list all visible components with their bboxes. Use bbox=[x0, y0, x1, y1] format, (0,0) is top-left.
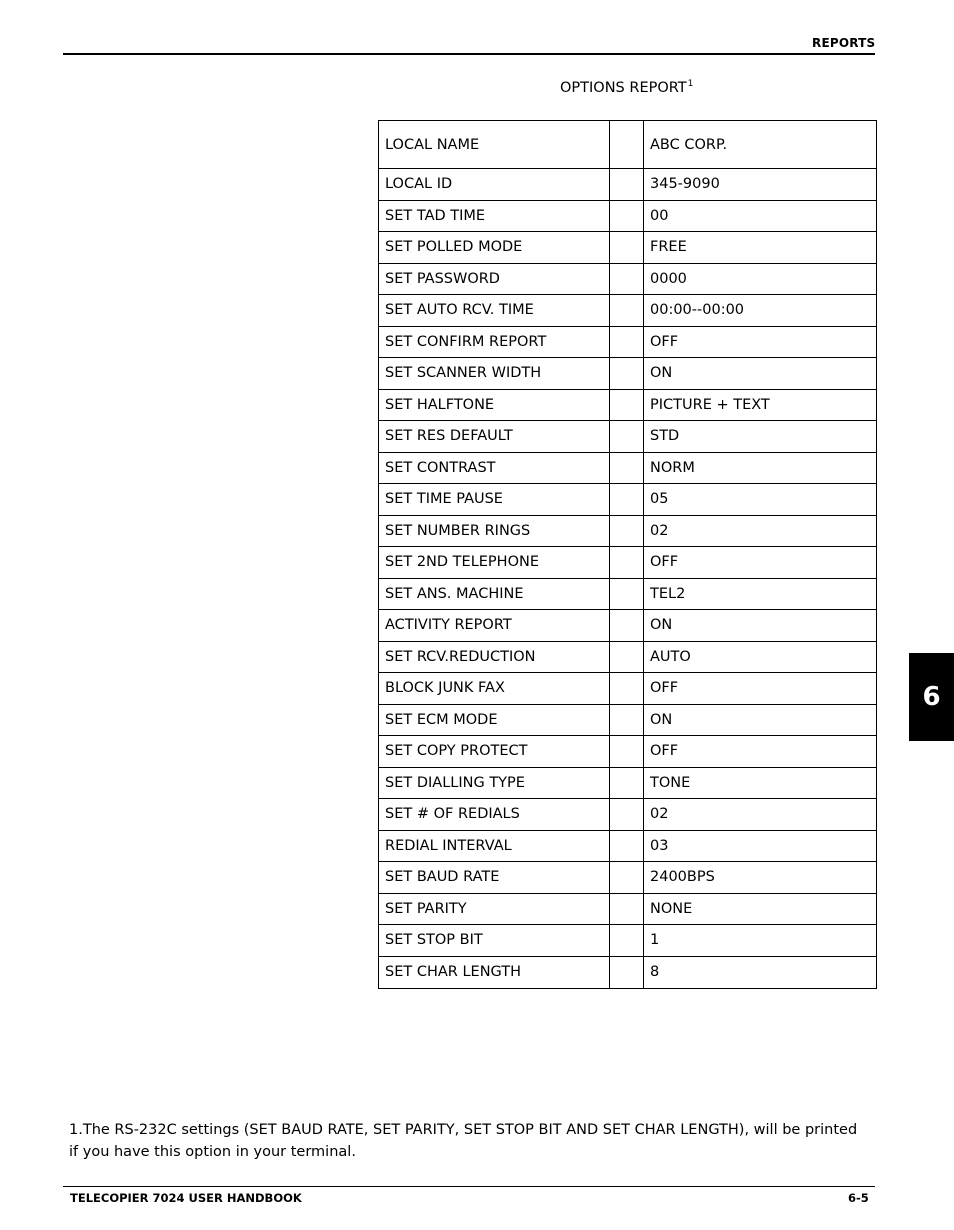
footnote-marker: 1 bbox=[687, 79, 694, 89]
setting-value: 05 bbox=[650, 491, 669, 508]
table-row bbox=[379, 421, 876, 453]
setting-value: NONE bbox=[650, 900, 693, 917]
setting-name: SET TAD TIME bbox=[379, 201, 610, 232]
setting-name: SET DIALLING TYPE bbox=[379, 768, 610, 799]
spacer-cell bbox=[610, 390, 644, 421]
setting-name: SET CONTRAST bbox=[379, 453, 610, 484]
spacer-cell bbox=[610, 799, 644, 830]
setting-value: ABC CORP. bbox=[650, 136, 728, 153]
table-row bbox=[379, 642, 876, 674]
setting-name: SET PASSWORD bbox=[379, 264, 610, 295]
setting-value: ON bbox=[650, 711, 673, 728]
setting-name: SET POLLED MODE bbox=[379, 232, 610, 263]
table-row bbox=[379, 768, 876, 800]
table-row bbox=[379, 169, 876, 201]
table-row bbox=[379, 121, 876, 169]
page-number: 6-5 bbox=[848, 1191, 869, 1205]
setting-name: REDIAL INTERVAL bbox=[379, 831, 610, 862]
spacer-cell bbox=[610, 453, 644, 484]
table-row bbox=[379, 894, 876, 926]
setting-value: OFF bbox=[650, 743, 679, 760]
table-row bbox=[379, 295, 876, 327]
spacer-cell bbox=[610, 232, 644, 263]
setting-value: 02 bbox=[650, 806, 669, 823]
spacer-cell bbox=[610, 547, 644, 578]
table-row bbox=[379, 201, 876, 233]
section-label: REPORTS bbox=[812, 36, 876, 50]
spacer-cell bbox=[610, 957, 644, 989]
spacer-cell bbox=[610, 831, 644, 862]
setting-value: 1 bbox=[650, 932, 660, 949]
spacer-cell bbox=[610, 169, 644, 200]
spacer-cell bbox=[610, 579, 644, 610]
table-row bbox=[379, 327, 876, 359]
footnote: 1.The RS-232C settings (SET BAUD RATE, SET PARITY, SET STOP BIT AND SET CHAR LENGTH), will be printed if you have this option in your terminal. bbox=[69, 1122, 858, 1160]
spacer-cell bbox=[610, 705, 644, 736]
spacer-cell bbox=[610, 421, 644, 452]
setting-name: SET HALFTONE bbox=[379, 390, 610, 421]
setting-name: SET COPY PROTECT bbox=[379, 736, 610, 767]
setting-value: ON bbox=[650, 365, 673, 382]
table-row bbox=[379, 358, 876, 390]
setting-name: LOCAL ID bbox=[379, 169, 610, 200]
setting-name: SET ECM MODE bbox=[379, 705, 610, 736]
setting-value: 03 bbox=[650, 837, 669, 854]
spacer-cell bbox=[610, 862, 644, 893]
spacer-cell bbox=[610, 610, 644, 641]
report-title bbox=[560, 79, 693, 96]
table-row bbox=[379, 831, 876, 863]
setting-value: NORM bbox=[650, 459, 695, 476]
table-row bbox=[379, 547, 876, 579]
footer-title: TELECOPIER 7024 USER HANDBOOK bbox=[70, 1191, 302, 1205]
setting-value: OFF bbox=[650, 333, 679, 350]
setting-value: 8 bbox=[650, 964, 660, 981]
table-row bbox=[379, 484, 876, 516]
setting-name: SET # OF REDIALS bbox=[379, 799, 610, 830]
setting-name: SET PARITY bbox=[379, 894, 610, 925]
table-row bbox=[379, 516, 876, 548]
setting-value: TONE bbox=[650, 774, 691, 791]
setting-name: SET STOP BIT bbox=[379, 925, 610, 956]
setting-value: 0000 bbox=[650, 270, 687, 287]
setting-value: TEL2 bbox=[650, 585, 686, 602]
setting-value: 345-9090 bbox=[650, 176, 720, 193]
setting-name: SET RES DEFAULT bbox=[379, 421, 610, 452]
spacer-cell bbox=[610, 295, 644, 326]
table-row bbox=[379, 610, 876, 642]
setting-value: OFF bbox=[650, 680, 679, 697]
setting-name: SET 2ND TELEPHONE bbox=[379, 547, 610, 578]
spacer-cell bbox=[610, 516, 644, 547]
spacer-cell bbox=[610, 736, 644, 767]
top-rule bbox=[63, 53, 875, 55]
table-row bbox=[379, 736, 876, 768]
setting-name: SET SCANNER WIDTH bbox=[379, 358, 610, 389]
spacer-cell bbox=[610, 768, 644, 799]
table-row bbox=[379, 862, 876, 894]
setting-name: BLOCK JUNK FAX bbox=[379, 673, 610, 704]
spacer-cell bbox=[610, 925, 644, 956]
setting-name: SET ANS. MACHINE bbox=[379, 579, 610, 610]
spacer-cell bbox=[610, 121, 644, 168]
setting-name: SET TIME PAUSE bbox=[379, 484, 610, 515]
setting-name: SET BAUD RATE bbox=[379, 862, 610, 893]
setting-value: FREE bbox=[650, 239, 687, 256]
table-row bbox=[379, 957, 876, 989]
setting-name: LOCAL NAME bbox=[379, 121, 610, 168]
options-table bbox=[378, 120, 877, 989]
setting-name: SET CHAR LENGTH bbox=[379, 957, 610, 989]
spacer-cell bbox=[610, 673, 644, 704]
table-row bbox=[379, 232, 876, 264]
table-row bbox=[379, 673, 876, 705]
setting-value: ON bbox=[650, 617, 673, 634]
setting-name: ACTIVITY REPORT bbox=[379, 610, 610, 641]
spacer-cell bbox=[610, 358, 644, 389]
setting-name: SET RCV.REDUCTION bbox=[379, 642, 610, 673]
spacer-cell bbox=[610, 327, 644, 358]
table-row bbox=[379, 453, 876, 485]
setting-value: 00:00--00:00 bbox=[650, 302, 745, 319]
table-row bbox=[379, 799, 876, 831]
setting-name: SET CONFIRM REPORT bbox=[379, 327, 610, 358]
setting-value: PICTURE + TEXT bbox=[650, 396, 770, 413]
chapter-tab: 6 bbox=[909, 653, 954, 741]
table-row bbox=[379, 925, 876, 957]
bottom-rule bbox=[63, 1186, 875, 1187]
setting-value: STD bbox=[650, 428, 680, 445]
setting-value: OFF bbox=[650, 554, 679, 571]
spacer-cell bbox=[610, 264, 644, 295]
table-row bbox=[379, 705, 876, 737]
setting-value: 02 bbox=[650, 522, 669, 539]
report-title-text: OPTIONS REPORT bbox=[560, 80, 687, 96]
table-row bbox=[379, 390, 876, 422]
spacer-cell bbox=[610, 894, 644, 925]
table-row bbox=[379, 579, 876, 611]
spacer-cell bbox=[610, 484, 644, 515]
setting-name: SET NUMBER RINGS bbox=[379, 516, 610, 547]
spacer-cell bbox=[610, 201, 644, 232]
setting-value: 00 bbox=[650, 207, 669, 224]
setting-name: SET AUTO RCV. TIME bbox=[379, 295, 610, 326]
setting-value: AUTO bbox=[650, 648, 691, 665]
spacer-cell bbox=[610, 642, 644, 673]
setting-value: 2400BPS bbox=[650, 869, 715, 886]
table-row bbox=[379, 264, 876, 296]
